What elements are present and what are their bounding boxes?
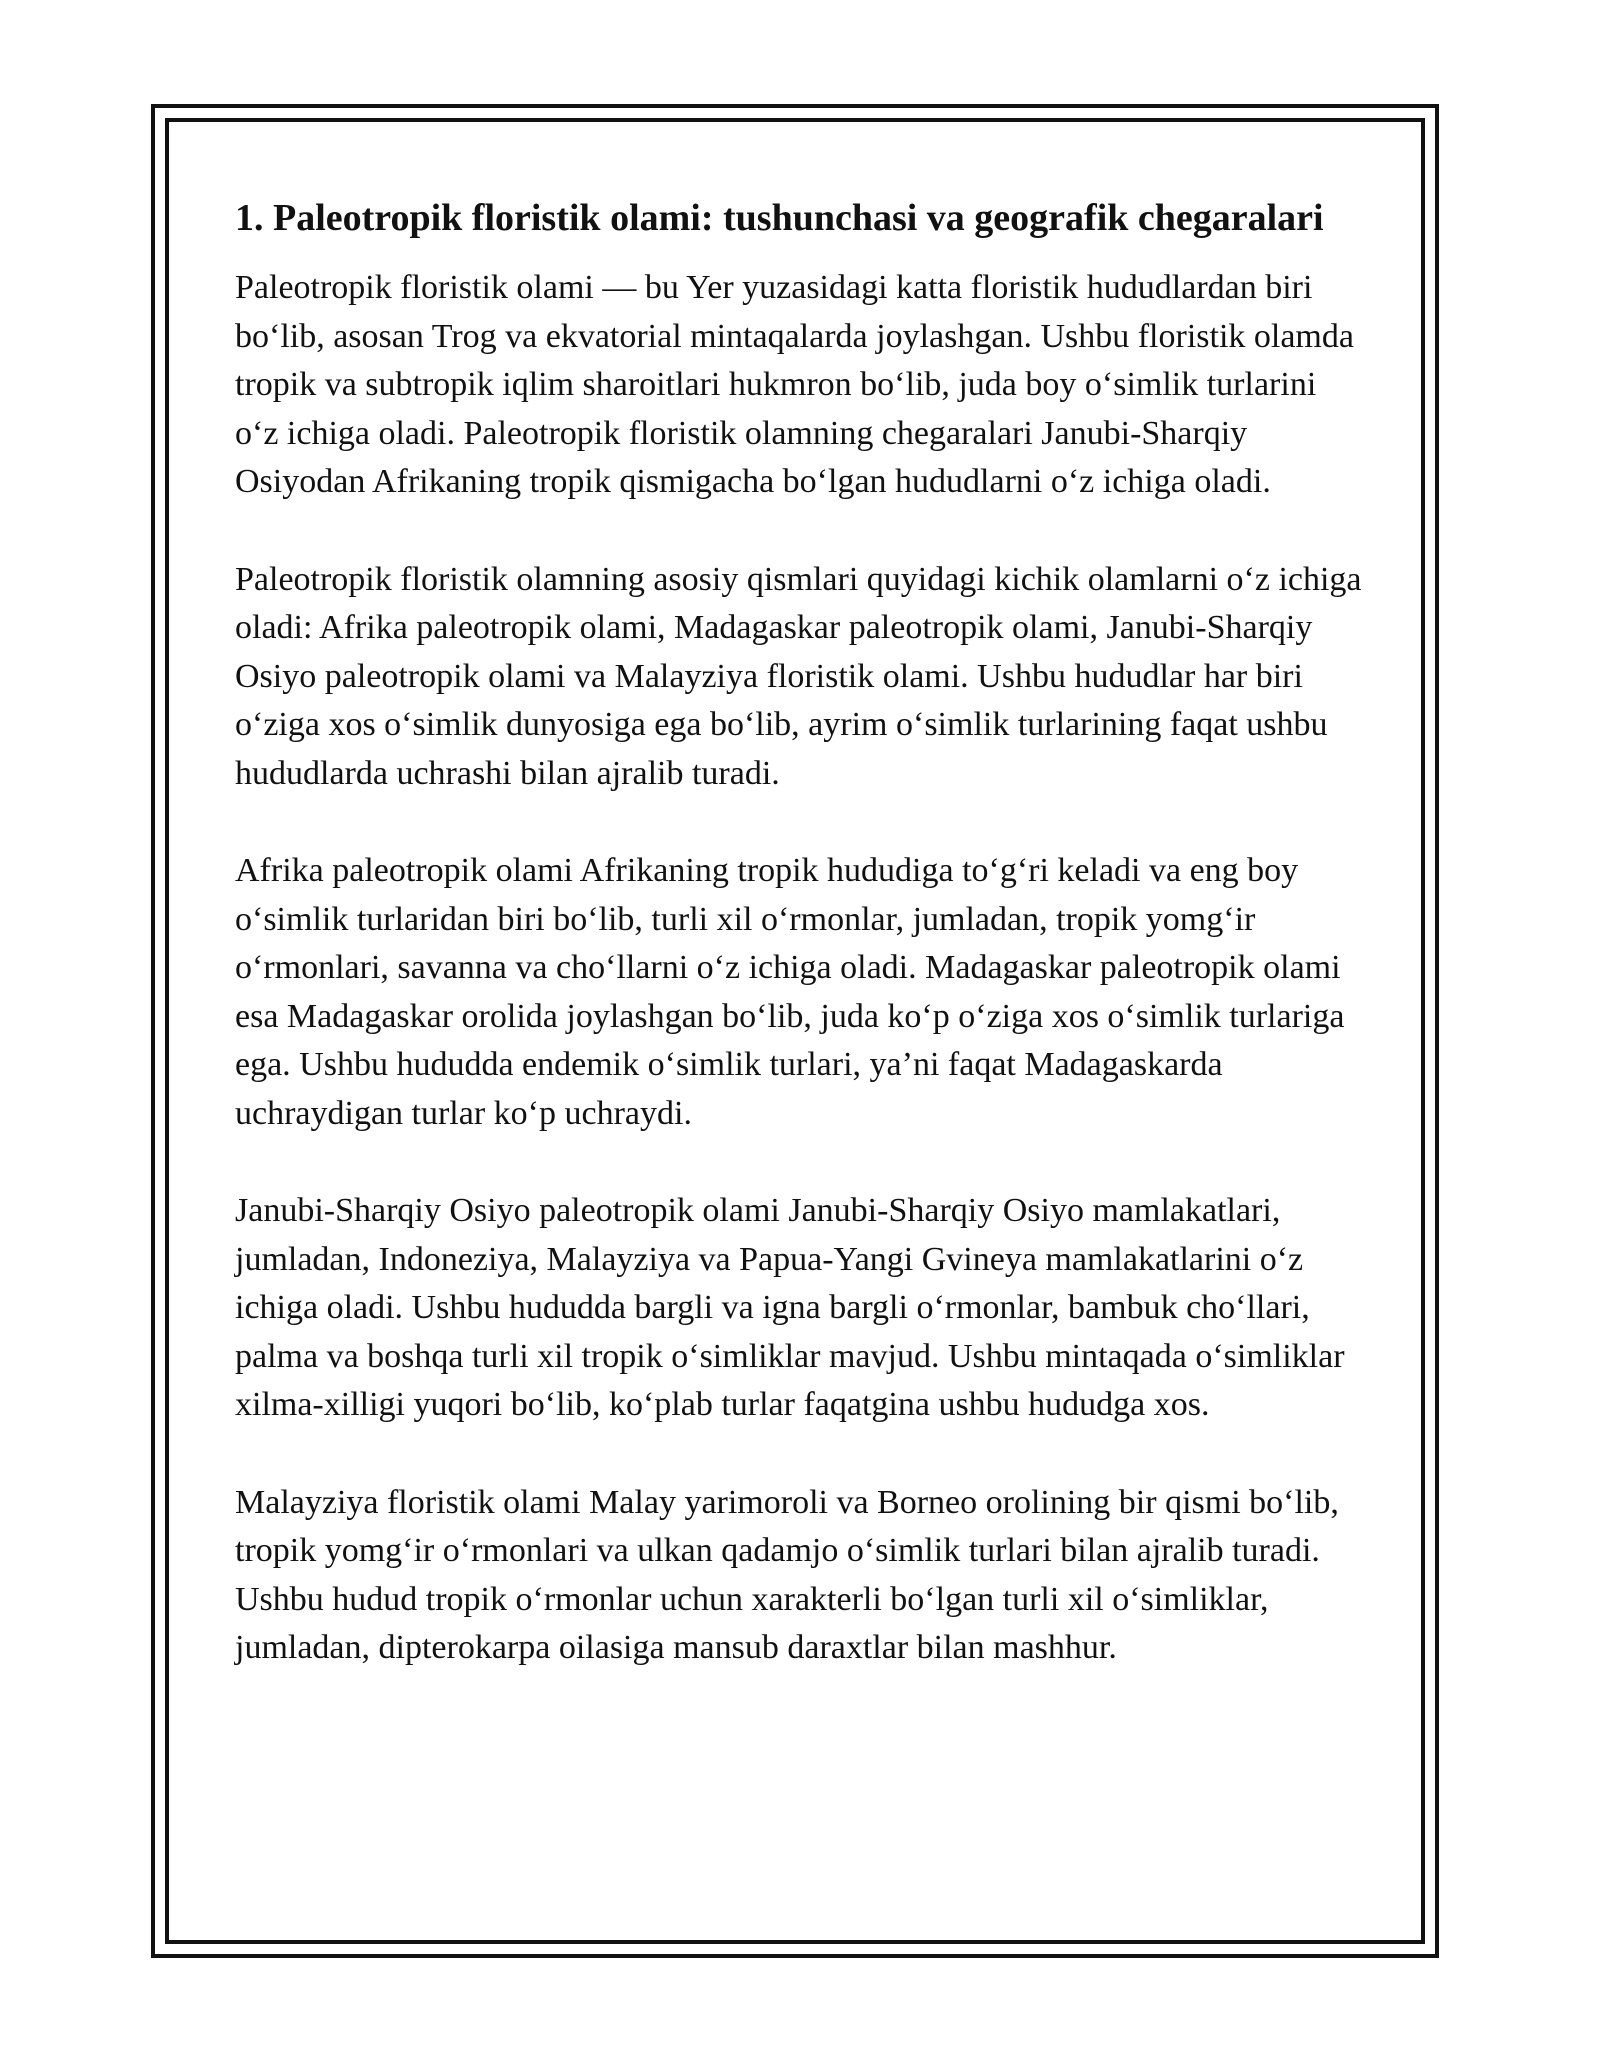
document-content [235,190,1365,1673]
paragraph-malaysia: Malayziya floristik olami Malay yarimoroli va Borneo orolining bir qismi bo‘lib, tropik yomg‘ir o‘rmonlari va ulkan qadamjo o‘simlik turlari bilan ajralib turadi. Ushbu hudud tropik o‘rmonlar uchun xarakterli bo‘lgan turli xil o‘simliklar, jumladan, dipterokarpa oilasiga mansub daraxtlar bilan mashhur. [235,1483,1339,1666]
paragraph-southeast-asia: Janubi-Sharqiy Osiyo paleotropik olami Janubi-Sharqiy Osiyo mamlakatlari, jumladan, Indoneziya, Malayziya va Papua-Yangi Gvineya mamlakatlarini o‘z ichiga oladi. Ushbu hududda bargli va igna bargli o‘rmonlar, bambuk cho‘llari, palma va boshqa turli xil tropik o‘simliklar mavjud. Ushbu mintaqada o‘simliklar xilma-xilligi yuqori bo‘lib, ko‘plab turlar faqatgina ushbu hududga xos. [235,1192,1345,1423]
paragraph-intro: Paleotropik floristik olami — bu Yer yuzasidagi katta floristik hududlardan biri bo‘lib, asosan Trog va ekvatorial mintaqalarda joylashgan. Ushbu floristik olamda tropik va subtropik iqlim sharoitlari hukmron bo‘lib, juda boy o‘simlik turlarini o‘z ichiga oladi. Paleotropik floristik olamning chegaralari Janubi-Sharqiy Osiyodan Afrikaning tropik qismigacha bo‘lgan hududlarni o‘z ichiga oladi. [235,269,1354,500]
paragraph-africa-madagascar: Afrika paleotropik olami Afrikaning tropik hududiga to‘g‘ri keladi va eng boy o‘simlik turlaridan biri bo‘lib, turli xil o‘rmonlar, jumladan, tropik yomg‘ir o‘rmonlari, savanna va cho‘llarni o‘z ichiga oladi. Madagaskar paleotropik olami esa Madagaskar orolida joylashgan bo‘lib, juda ko‘p o‘ziga xos o‘simlik turlariga ega. Ushbu hududda endemik o‘simlik turlari, ya’ni faqat Madagaskarda uchraydigan turlar ko‘p uchraydi. [235,852,1345,1132]
paragraph-subdivisions: Paleotropik floristik olamning asosiy qismlari quyidagi kichik olamlarni o‘z ichiga oladi: Afrika paleotropik olami, Madagaskar paleotropik olami, Janubi-Sharqiy Osiyo paleotropik olami va Malayziya floristik olami. Ushbu hududlar har biri o‘ziga xos o‘simlik dunyosiga ega bo‘lib, ayrim o‘simlik turlarining faqat ushbu hududlarda uchrashi bilan ajralib turadi. [235,560,1362,792]
section-heading: 1. Paleotropik floristik olami: tushunchasi va geografik chegaralari [235,197,1324,239]
